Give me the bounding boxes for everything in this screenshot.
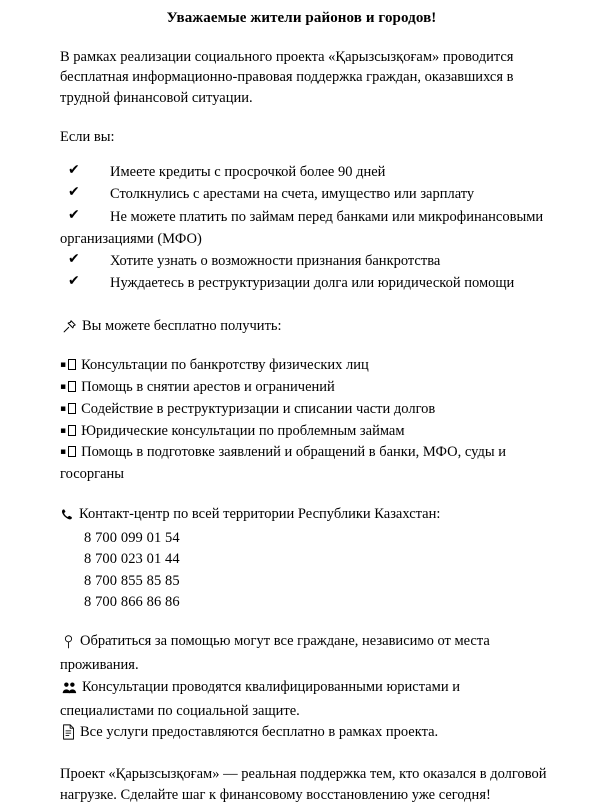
list-item-label: Содействие в реструктуризации и списании части долгов [81, 400, 436, 417]
square-bullet-icon: ▪ [60, 382, 67, 393]
spacer [0, 294, 603, 316]
contact-center-label: Контакт-центр по всей территории Республики Казахстан: [79, 505, 441, 522]
list-item-label: Нуждаетесь в реструктуризации долга или юридической помощи [110, 274, 515, 291]
note-label-wrap: проживания. [60, 657, 139, 674]
page-title: Уважаемые жители районов и городов! [166, 10, 437, 26]
check-mark-icon: ✔ [68, 206, 80, 223]
note-specialists [0, 677, 603, 723]
missing-glyph-box-icon [68, 381, 76, 392]
list-item [60, 421, 563, 443]
list-item [60, 355, 563, 377]
phone-number[interactable]: 8 700 866 86 86 [84, 593, 180, 610]
contact-center-heading [0, 504, 603, 528]
services-heading [0, 316, 603, 340]
list-item [60, 250, 563, 272]
closing-paragraph: Проект «Қарызсызқоғам» — реальная поддержка тем, кто оказался в долговой нагрузке. Сделайте шаг к финансовому восстановлению уже сегодня! [60, 766, 547, 803]
list-item [60, 272, 563, 294]
spacer [0, 29, 603, 47]
phone-number-list [0, 528, 603, 614]
list-item-label: Помощь в снятии арестов и ограничений [81, 379, 335, 396]
note-label: Консультации проводятся квалифицированными юристами и [82, 678, 460, 695]
spacer [0, 109, 603, 127]
square-bullet-icon: ▪ [60, 403, 67, 414]
intro-paragraph: В рамках реализации социального проекта «Қарызсызқоғам» проводится бесплатная информационно-правовая поддержка граждан, оказавшихся в трудной финансовой ситуации. [60, 48, 514, 106]
pushpin-icon [62, 318, 77, 340]
note-label-wrap: специалистами по социальной защите. [60, 702, 300, 719]
check-mark-icon: ✔ [68, 184, 80, 201]
list-item-label: Юридические консультации по проблемным займам [81, 422, 405, 439]
location-pin-icon [62, 633, 75, 655]
list-item-label: Не можете платить по займам перед банками или микрофинансовыми [110, 208, 544, 225]
list-item [60, 183, 563, 205]
note-label: Все услуги предоставляются бесплатно в рамках проекта. [80, 724, 439, 741]
spacer [0, 147, 603, 161]
square-bullet-icon: ▪ [60, 425, 67, 436]
missing-glyph-box-icon [68, 446, 76, 457]
list-item [60, 377, 563, 399]
check-mark-icon: ✔ [68, 162, 80, 179]
note-label: Обратиться за помощью могут все граждане, независимо от места [80, 633, 490, 650]
missing-glyph-box-icon [68, 425, 76, 436]
services-list [0, 355, 603, 486]
check-mark-icon: ✔ [68, 250, 80, 267]
two-people-icon [62, 679, 77, 701]
check-mark-icon: ✔ [68, 272, 80, 289]
list-item-label: Хотите узнать о возможности признания банкротства [110, 252, 441, 269]
list-item-label-wrap: организациями (МФО) [60, 230, 202, 247]
phone-number[interactable]: 8 700 023 01 44 [84, 551, 180, 568]
document-page-icon [62, 724, 75, 746]
square-bullet-icon: ▪ [60, 360, 67, 371]
list-item [60, 399, 563, 421]
note-residency [0, 631, 603, 677]
conditions-list [0, 161, 603, 293]
services-heading-label: Вы можете бесплатно получить: [82, 317, 282, 334]
phone-number[interactable]: 8 700 855 85 85 [84, 572, 180, 589]
spacer [0, 486, 603, 504]
spacer [0, 613, 603, 631]
list-item-label: Столкнулись с арестами на счета, имущество или зарплату [110, 186, 475, 203]
missing-glyph-box-icon [68, 359, 76, 370]
phone-number[interactable]: 8 700 099 01 54 [84, 529, 180, 546]
note-free-services [0, 722, 603, 746]
telephone-icon [60, 506, 74, 528]
list-item-label: Консультации по банкротству физических лиц [81, 357, 369, 374]
list-item [60, 161, 563, 183]
list-item [60, 206, 563, 250]
missing-glyph-box-icon [68, 403, 76, 414]
spacer [0, 339, 603, 355]
list-item [60, 442, 563, 486]
spacer [0, 746, 603, 764]
list-item-label: Помощь в подготовке заявлений и обращений в банки, МФО, суды и [81, 444, 506, 461]
list-item-label: Имеете кредиты с просрочкой более 90 дней [110, 164, 386, 181]
list-item-label-wrap: госорганы [60, 466, 125, 483]
square-bullet-icon: ▪ [60, 447, 67, 458]
conditions-lead: Если вы: [60, 128, 115, 145]
